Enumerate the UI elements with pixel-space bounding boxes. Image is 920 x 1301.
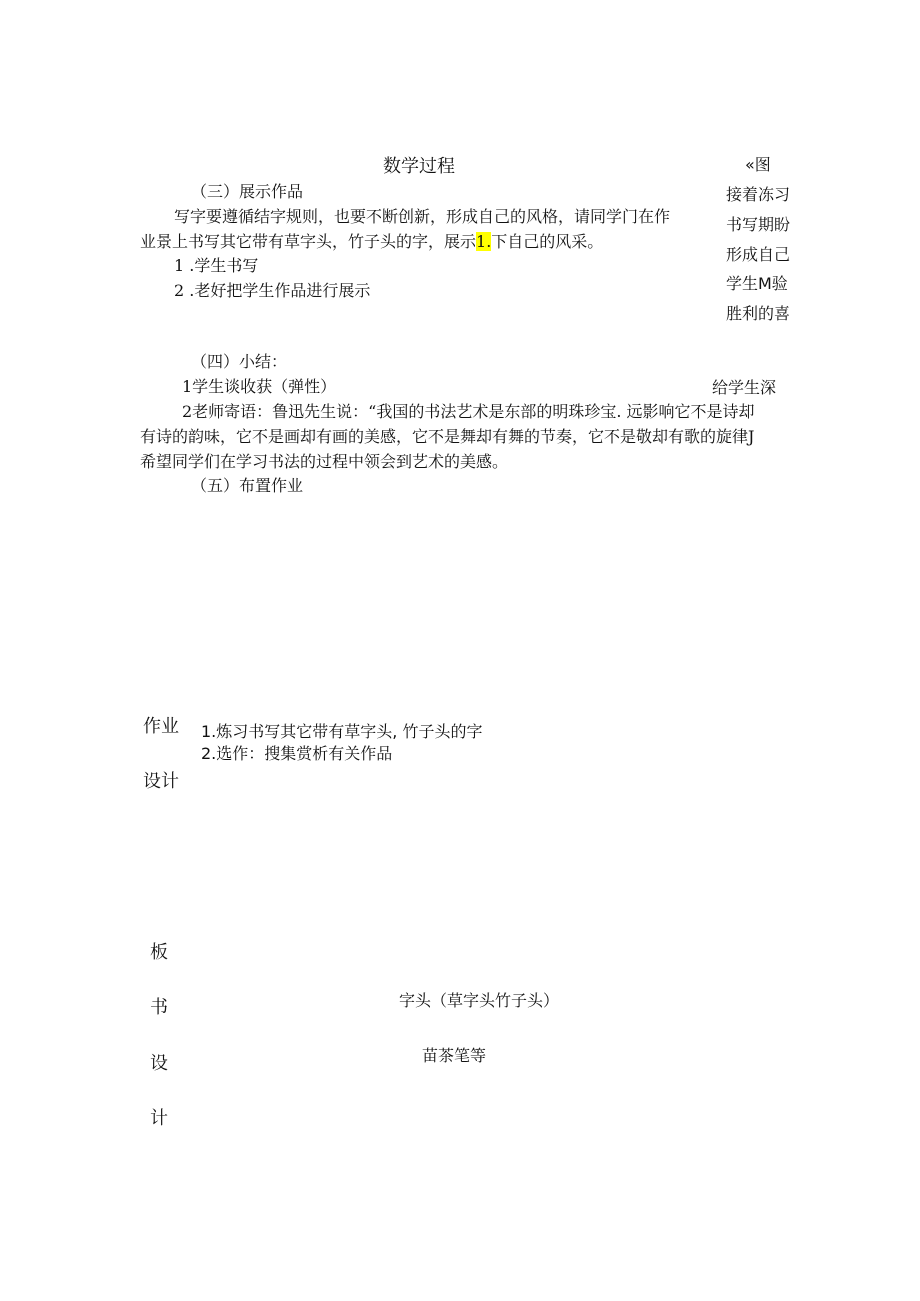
section-3-paragraph-line-1: 写字要遵循结字规则，也要不断创新，形成自己的风格，请同学门在作 xyxy=(174,207,671,226)
section-3-item-2: 2 .老好把学生作品进行展示 xyxy=(174,281,371,300)
board-line-1: 字头（草字头竹子头） xyxy=(399,991,560,1010)
board-label-1: 板 xyxy=(150,942,168,963)
side-note-line-4: 形成自己 xyxy=(726,245,791,264)
board-line-2: 苗茶笔等 xyxy=(422,1046,487,1065)
board-label-4: 计 xyxy=(150,1108,168,1129)
board-label-2: 书 xyxy=(150,997,168,1018)
homework-label-top: 作业 xyxy=(143,716,179,737)
side-note-line-2: 接着冻习 xyxy=(726,185,791,204)
page-title: 数学过程 xyxy=(383,156,455,177)
side-note-line-6: 胜利的喜 xyxy=(726,304,791,323)
highlighted-text: 1. xyxy=(476,232,492,251)
section-3-heading: （三）展示作品 xyxy=(191,182,304,201)
section-4-heading: （四）小结： xyxy=(191,352,288,371)
homework-item-2: 2.选作：搜集赏析有关作品 xyxy=(201,744,393,763)
section-3-paragraph-line-2 xyxy=(140,232,603,252)
section-4-item-1: 1学生谈收获（弹性） xyxy=(182,377,337,396)
paragraph-text: 下自己的风采。 xyxy=(491,232,604,251)
side-note-line-5: 学生M验 xyxy=(726,274,788,293)
homework-item-1: 1.炼习书写其它带有草字头, 竹子头的字 xyxy=(201,722,483,741)
side-note-line-3: 书写期盼 xyxy=(726,215,791,234)
homework-label-bottom: 设计 xyxy=(143,771,179,792)
side-note-line-7: 给学生深 xyxy=(712,378,777,397)
section-3-item-1: 1 .学生书写 xyxy=(174,256,259,275)
section-4-item-2-line-3: 希望同学们在学习书法的过程中领会到艺术的美感。 xyxy=(140,452,509,471)
section-4-item-2-line-2: 有诗的韵味，它不是画却有画的美感，它不是舞却有舞的节奏，它不是敬却有歌的旋律J xyxy=(140,427,755,446)
section-5-heading: （五）布置作业 xyxy=(191,476,304,495)
board-label-3: 设 xyxy=(150,1053,168,1074)
section-4-item-2-line-1: 2老师寄语：鲁迅先生说：“我国的书法艺术是东部的明珠珍宝. 远影响它不是诗却 xyxy=(182,402,755,421)
side-note-line-1: «图 xyxy=(745,155,771,174)
paragraph-text: 业景上书写其它带有草字头，竹子头的字，展示 xyxy=(140,232,477,251)
